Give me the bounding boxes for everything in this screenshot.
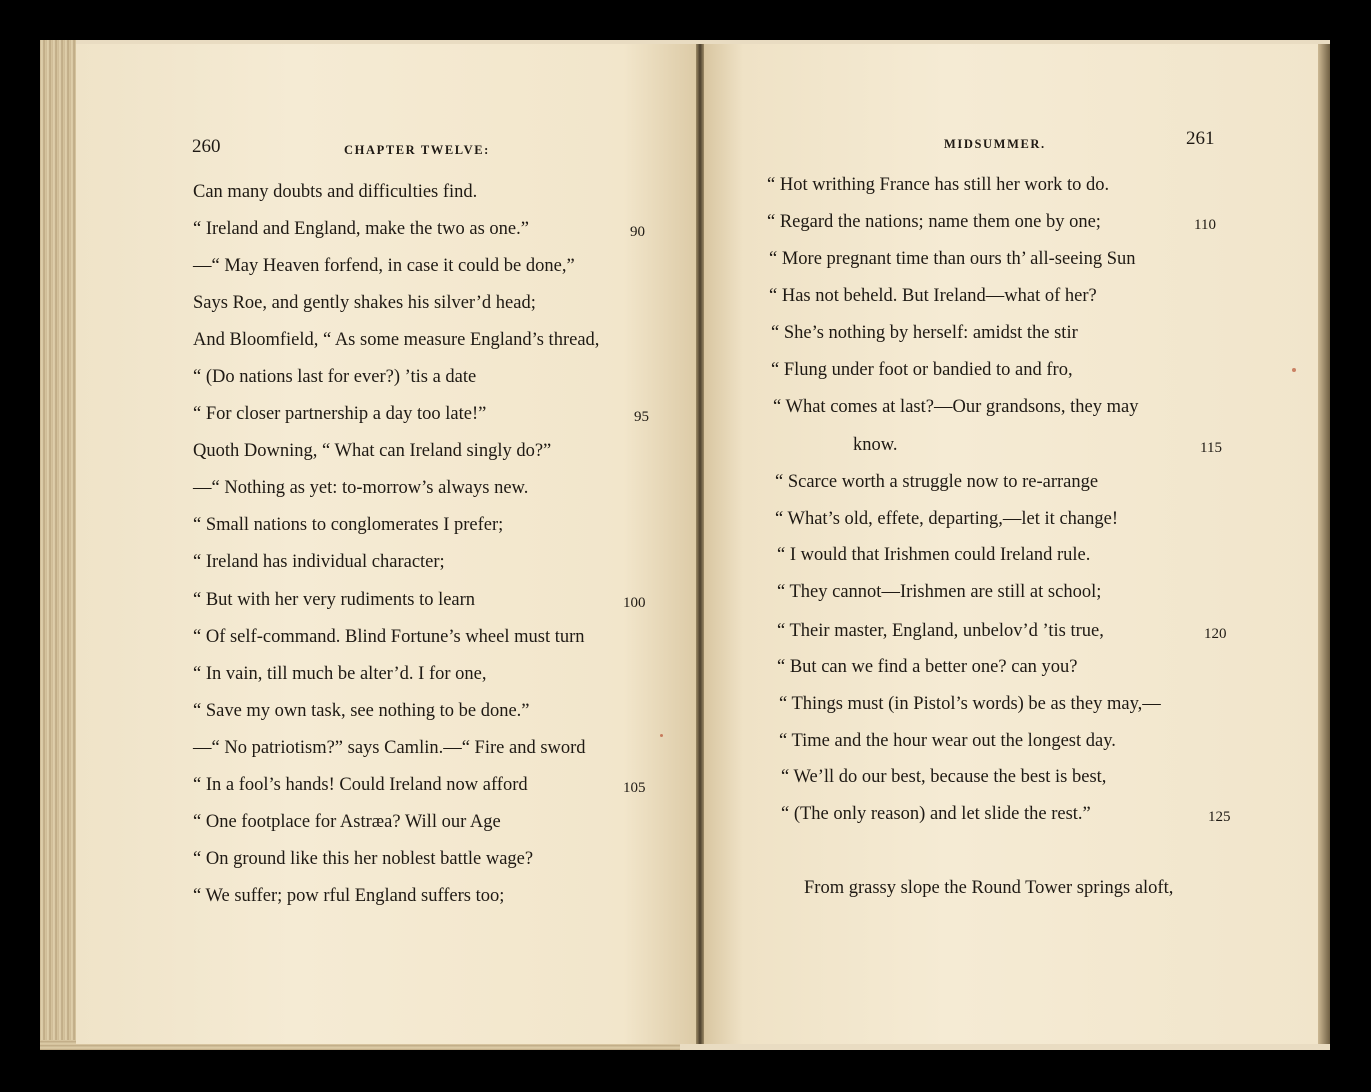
verse-line: And Bloomfield, “ As some measure England’s thread, [193, 330, 600, 350]
verse-line: “ They cannot—Irishmen are still at school; [777, 582, 1102, 602]
verse-line: “ Flung under foot or bandied to and fro, [771, 360, 1073, 380]
verse-line: “ For closer partnership a day too late!” [193, 404, 487, 424]
verse-line: “ Things must (in Pistol’s words) be as they may,— [779, 694, 1161, 714]
verse-line: “ Has not beheld. But Ireland—what of her? [769, 286, 1097, 306]
verse-line: “ In vain, till much be alter’d. I for one, [193, 664, 487, 684]
verse-line: “ But with her very rudiments to learn [193, 590, 476, 610]
verse-line: “ Hot writhing France has still her work to do. [767, 175, 1110, 195]
verse-line: “ (Do nations last for ever?) ’tis a date [193, 367, 477, 387]
foxing-spot [1292, 368, 1296, 372]
verse-line: “ Regard the nations; name them one by one; [767, 212, 1101, 232]
verse-line: “ But can we find a better one? can you? [777, 657, 1078, 677]
verse-line: “ What comes at last?—Our grandsons, they may [773, 397, 1139, 417]
verse-line: —“ May Heaven forfend, in case it could be done,” [193, 256, 575, 276]
verse-line: “ We’ll do our best, because the best is best, [781, 767, 1107, 787]
verse-line: “ I would that Irishmen could Ireland rule. [777, 545, 1091, 565]
page-edges-right [1318, 44, 1330, 1044]
line-number: 105 [623, 780, 646, 796]
verse-line: “ Their master, England, unbelov’d ’tis true, [777, 621, 1104, 641]
page-number-right: 261 [1186, 128, 1215, 149]
verse-line: “ She’s nothing by herself: amidst the stir [771, 323, 1078, 343]
line-number: 125 [1208, 809, 1231, 825]
verse-line: Quoth Downing, “ What can Ireland singly do?” [193, 441, 552, 461]
page-edges-left [40, 40, 76, 1050]
line-number: 90 [630, 224, 645, 240]
verse-line: Can many doubts and difficulties find. [193, 182, 478, 202]
verse-line: Says Roe, and gently shakes his silver’d head; [193, 293, 536, 313]
verse-line: “ In a fool’s hands! Could Ireland now afford [193, 775, 528, 795]
line-number: 95 [634, 409, 649, 425]
verse-line: “ Small nations to conglomerates I prefer; [193, 515, 504, 535]
running-head-right: MIDSUMMER. [944, 137, 1046, 151]
book-gutter [696, 44, 704, 1044]
line-number: 110 [1194, 217, 1216, 233]
verse-line: “ Save my own task, see nothing to be done.” [193, 701, 530, 721]
foxing-spot [660, 734, 663, 737]
verse-line: know. [853, 435, 898, 455]
running-head-left: CHAPTER TWELVE: [344, 143, 490, 157]
verse-line: “ Scarce worth a struggle now to re-arrange [775, 472, 1099, 492]
verse-line: “ On ground like this her noblest battle wage? [193, 849, 534, 869]
verse-line: “ One footplace for Astræa? Will our Age [193, 812, 501, 832]
line-number: 120 [1204, 626, 1227, 642]
verse-line: —“ Nothing as yet: to-morrow’s always new. [193, 478, 529, 498]
verse-line: “ More pregnant time than ours th’ all-seeing Sun [769, 249, 1136, 269]
line-number: 100 [623, 595, 646, 611]
verse-line: “ Ireland has individual character; [193, 552, 445, 572]
page-number-left: 260 [192, 136, 221, 157]
verse-line: “ We suffer; pow rful England suffers too; [193, 886, 505, 906]
verse-line: “ (The only reason) and let slide the rest.” [781, 804, 1091, 824]
line-number: 115 [1200, 440, 1222, 456]
verse-line: “ Time and the hour wear out the longest day. [779, 731, 1116, 751]
verse-line: —“ No patriotism?” says Camlin.—“ Fire and sword [193, 738, 586, 758]
verse-line: “ Ireland and England, make the two as one.” [193, 219, 529, 239]
verse-line: “ Of self-command. Blind Fortune’s wheel must turn [193, 627, 585, 647]
verse-line: “ What’s old, effete, departing,—let it change! [775, 509, 1118, 529]
verse-line: From grassy slope the Round Tower springs aloft, [804, 878, 1174, 898]
